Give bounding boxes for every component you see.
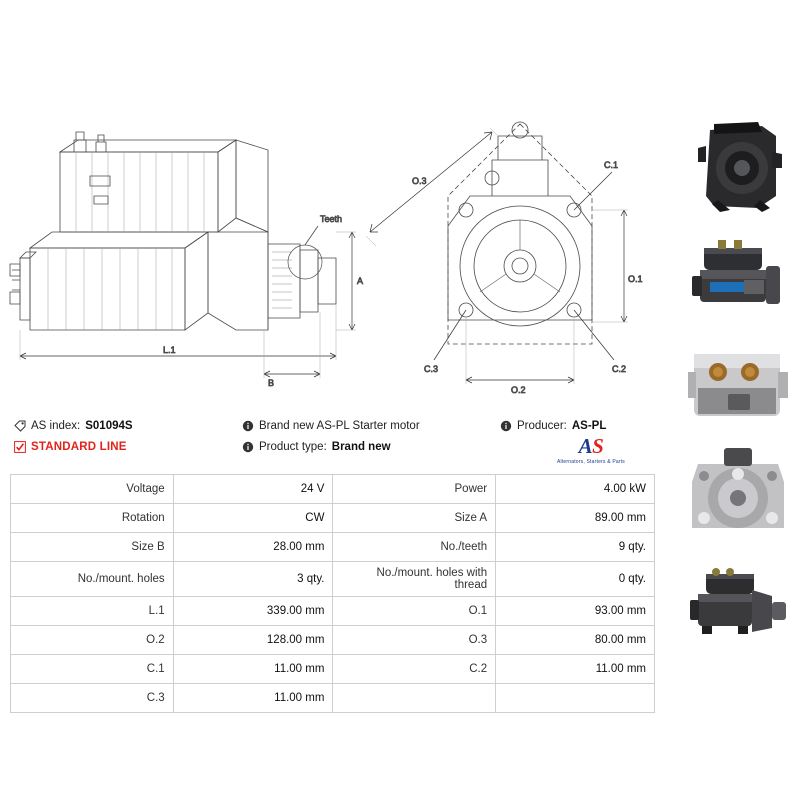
spec-value: CW: [173, 504, 333, 533]
label-o3: O.3: [412, 176, 427, 186]
tag-icon: [14, 420, 26, 432]
logo-letter-s: S: [592, 434, 604, 458]
info-icon: [500, 420, 512, 432]
label-c3: C.3: [424, 364, 439, 374]
spec-key: C.2: [333, 655, 496, 684]
table-row: [11, 597, 655, 626]
check-square-icon: [14, 441, 26, 453]
spec-value: 28.00 mm: [173, 533, 333, 562]
product-description: [242, 420, 500, 432]
spec-value: 11.00 mm: [496, 655, 655, 684]
table-row: [11, 684, 655, 713]
spec-value: 128.00 mm: [173, 626, 333, 655]
producer: [500, 420, 650, 432]
spec-key: No./mount. holes with thread: [333, 562, 496, 597]
spec-key: O.2: [11, 626, 174, 655]
product-description-text: Brand new AS-PL Starter motor: [259, 420, 420, 432]
standard-line-badge: [14, 441, 242, 453]
table-row: [11, 562, 655, 597]
as-index-label: AS index:: [31, 420, 81, 432]
label-o1: O.1: [628, 274, 643, 284]
as-index-value: S01094S: [85, 420, 133, 432]
product-type-value: Brand new: [331, 441, 391, 453]
table-row: [11, 504, 655, 533]
as-pl-logo-subtitle: Alternators, Starters & Parts: [556, 459, 626, 465]
starter-photo-drive-end[interactable]: [684, 112, 792, 220]
product-type: [242, 441, 500, 453]
spec-key: Size B: [11, 533, 174, 562]
spec-key: O.3: [333, 626, 496, 655]
spec-value: 11.00 mm: [173, 684, 333, 713]
spec-key: Power: [333, 475, 496, 504]
as-pl-logo-mark: [536, 436, 646, 457]
drawing-canvas: [0, 0, 660, 408]
as-index: [14, 420, 242, 432]
table-row: [11, 655, 655, 684]
standard-line-label: STANDARD LINE: [31, 441, 127, 453]
spec-value-empty: [496, 684, 655, 713]
as-pl-logo: [536, 436, 646, 465]
specifications-table: [10, 474, 655, 713]
logo-letter-a: A: [578, 434, 593, 458]
product-photo-strip: [684, 112, 792, 660]
label-a: A: [357, 276, 364, 286]
label-o2: O.2: [511, 385, 526, 395]
spec-key: No./mount. holes: [11, 562, 174, 597]
spec-value: 9 qty.: [496, 533, 655, 562]
spec-key: C.3: [11, 684, 174, 713]
technical-drawings: [0, 0, 660, 408]
spec-key: Rotation: [11, 504, 174, 533]
spec-value: 4.00 kW: [496, 475, 655, 504]
product-type-label: Product type:: [259, 441, 327, 453]
label-b: B: [268, 378, 275, 388]
spec-value: 24 V: [173, 475, 333, 504]
spec-key: Size A: [333, 504, 496, 533]
spec-value: 93.00 mm: [496, 597, 655, 626]
spec-value: 0 qty.: [496, 562, 655, 597]
label-l1: L.1: [163, 345, 176, 355]
info-icon: [242, 420, 254, 432]
spec-value: 3 qty.: [173, 562, 333, 597]
label-c2: C.2: [612, 364, 627, 374]
spec-value: 80.00 mm: [496, 626, 655, 655]
spec-value: 89.00 mm: [496, 504, 655, 533]
table-row: [11, 533, 655, 562]
producer-value: AS-PL: [571, 420, 607, 432]
label-teeth: Teeth: [320, 214, 343, 224]
starter-photo-flange[interactable]: [684, 442, 792, 550]
spec-key: L.1: [11, 597, 174, 626]
info-icon: [242, 441, 254, 453]
spec-key: No./teeth: [333, 533, 496, 562]
starter-photo-full[interactable]: [684, 552, 792, 660]
spec-key: C.1: [11, 655, 174, 684]
spec-key: O.1: [333, 597, 496, 626]
table-row: [11, 475, 655, 504]
producer-label: Producer:: [517, 420, 567, 432]
table-row: [11, 626, 655, 655]
spec-value: 11.00 mm: [173, 655, 333, 684]
spec-key: Voltage: [11, 475, 174, 504]
label-c1: C.1: [604, 160, 619, 170]
starter-photo-solenoid[interactable]: [684, 332, 792, 440]
spec-key-empty: [333, 684, 496, 713]
starter-photo-side[interactable]: [684, 222, 792, 330]
spec-value: 339.00 mm: [173, 597, 333, 626]
